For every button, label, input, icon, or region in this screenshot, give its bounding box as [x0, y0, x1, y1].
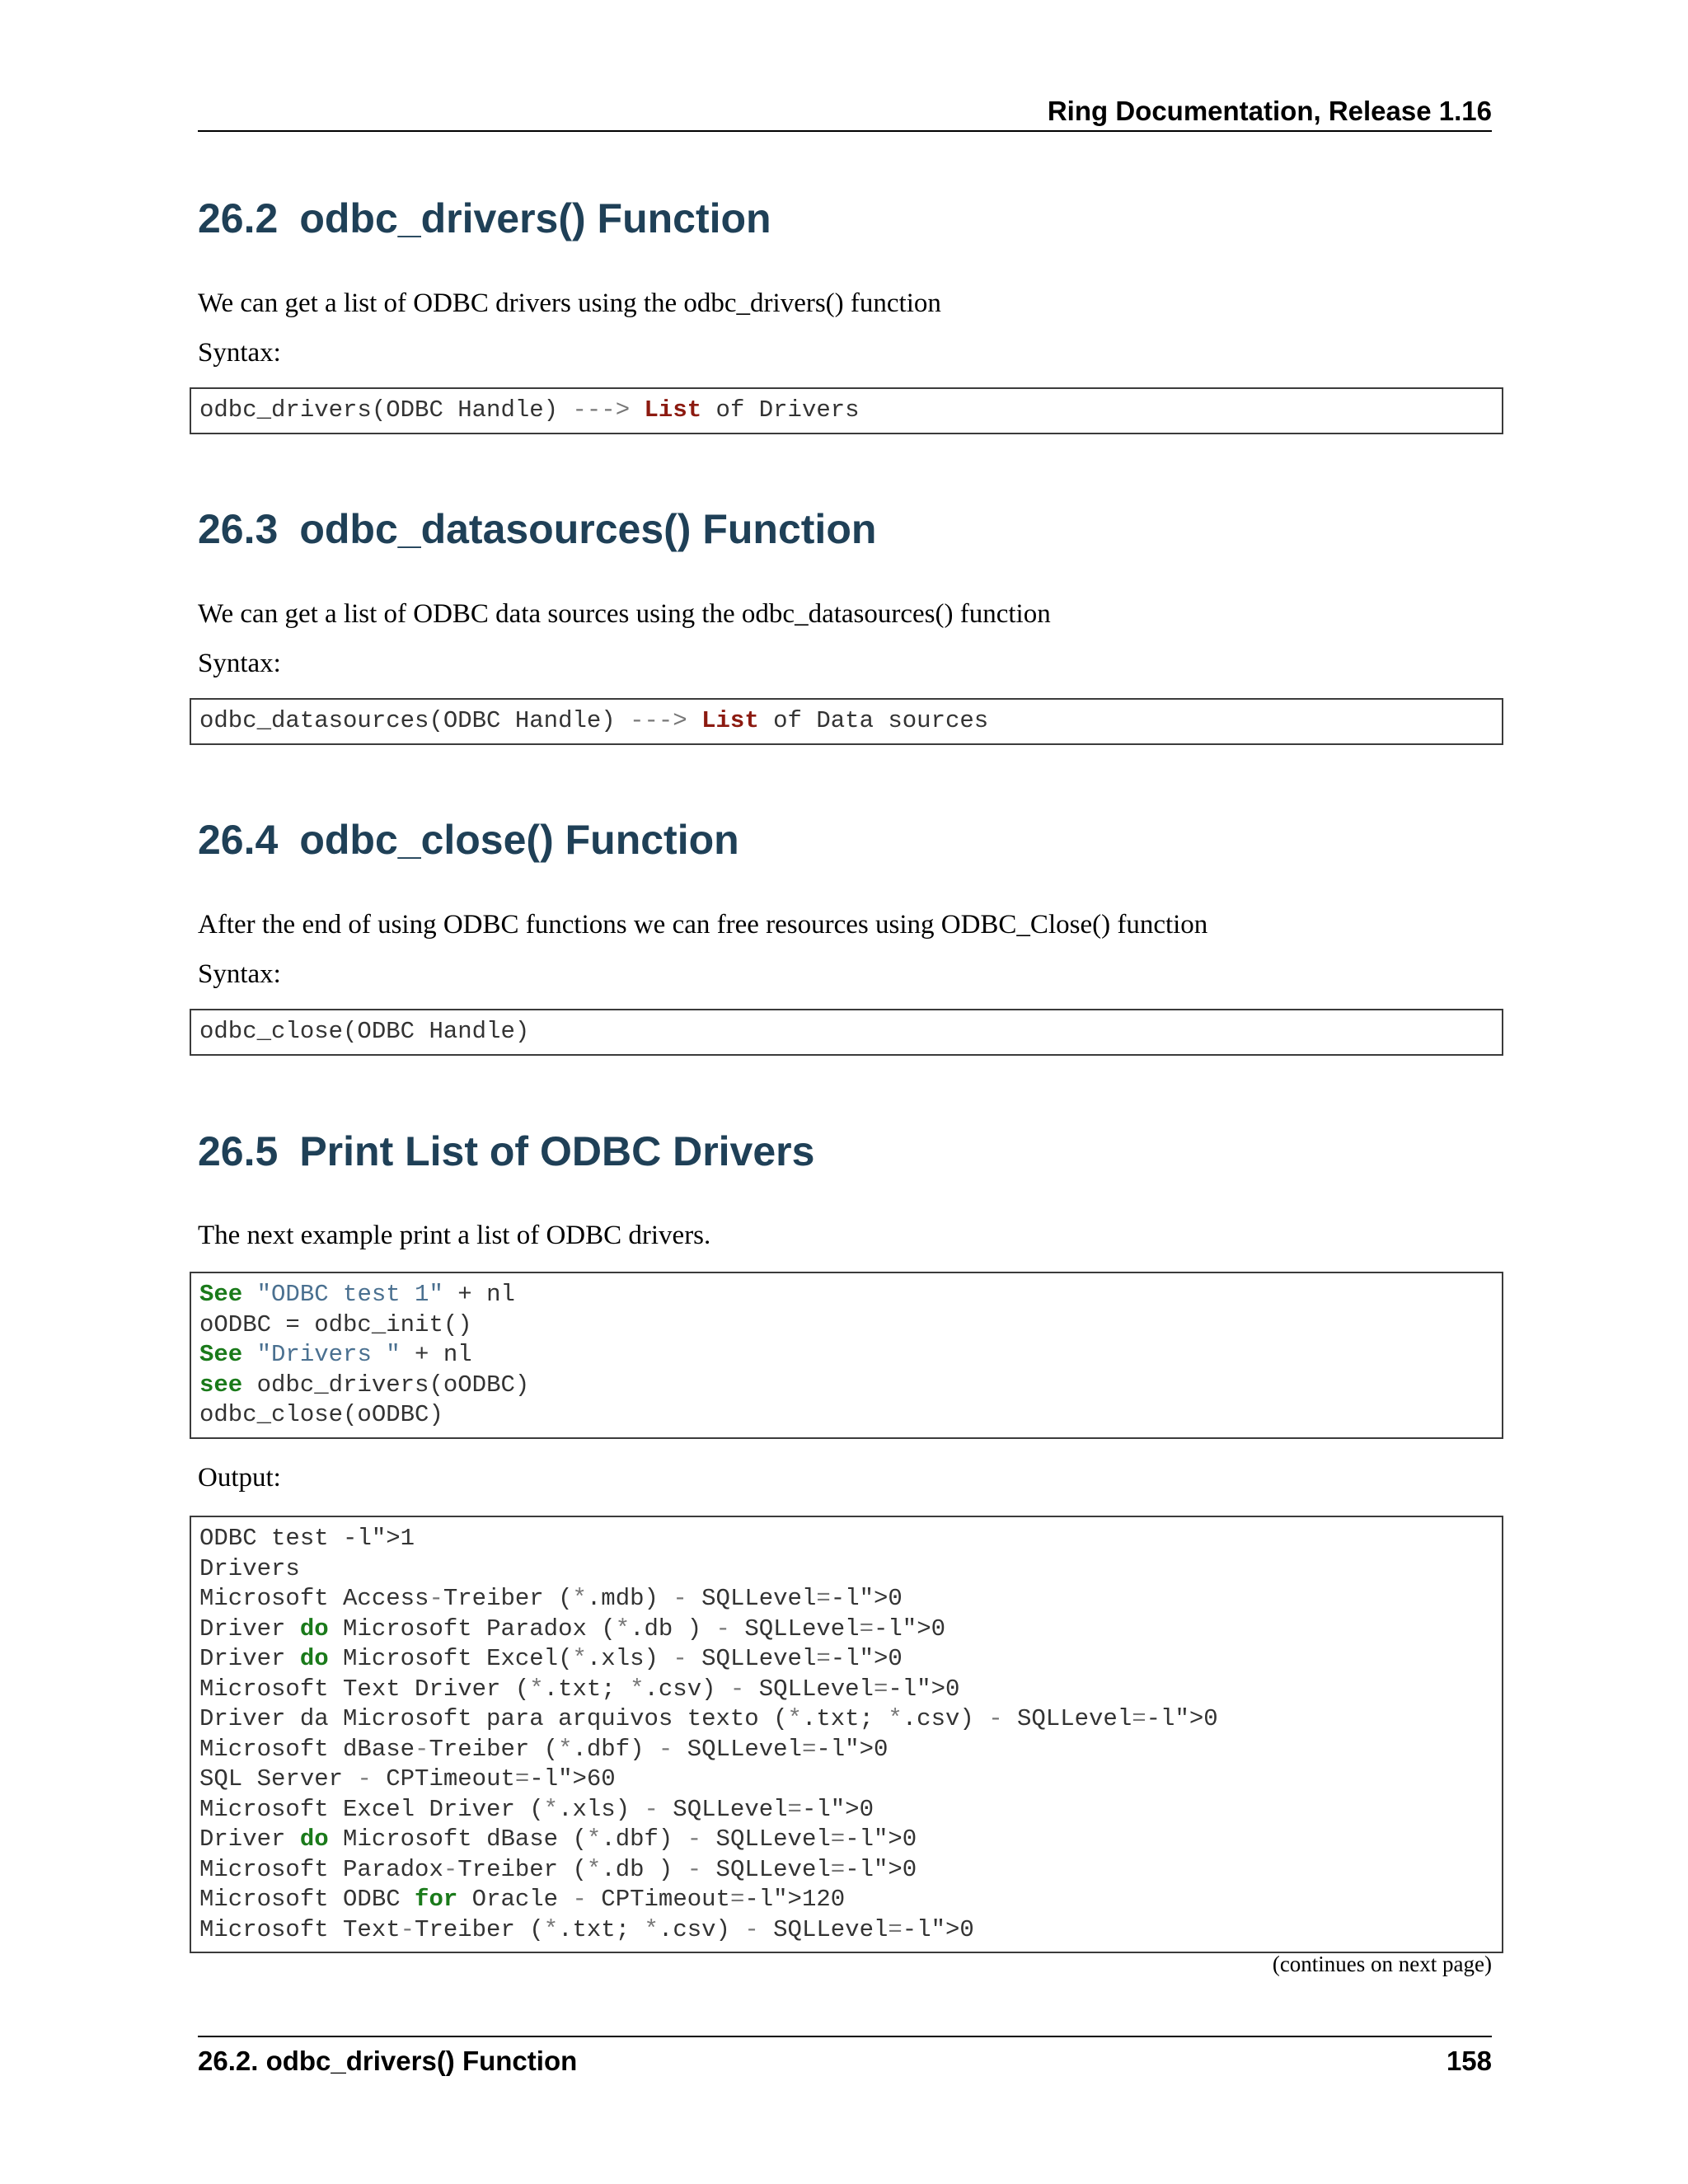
code-keyword: see: [199, 1371, 243, 1399]
code-text: odbc_close(oODBC): [199, 1401, 443, 1428]
code-string: "ODBC test 1": [256, 1281, 443, 1308]
output-line: Microsoft dBase-Treiber (*.dbf) - SQLLevel=-l">0: [199, 1735, 889, 1763]
page-number: 158: [1446, 2046, 1492, 2076]
output-line: Microsoft Paradox-Treiber (*.db ) - SQLLevel=-l">0: [199, 1855, 917, 1883]
code-string: "Drivers ": [256, 1341, 401, 1368]
section-desc: After the end of using ODBC functions we can free resources using ODBC_Close() function: [198, 910, 1208, 940]
syntax-label: Syntax:: [198, 959, 281, 989]
output-line: Microsoft Excel Driver (*.xls) - SQLLevel=-l">0: [199, 1795, 874, 1823]
code-arrow: --->: [572, 396, 631, 424]
code-text: + nl: [443, 1281, 515, 1308]
section-desc: We can get a list of ODBC data sources using the odbc_datasources() function: [198, 599, 1051, 629]
output-line: ODBC test -l">1: [199, 1525, 415, 1552]
code-keyword: See: [199, 1281, 243, 1308]
code-keyword: See: [199, 1341, 243, 1368]
section-heading: [198, 194, 771, 243]
code-keyword: List: [644, 396, 702, 424]
code-text: of Data sources: [758, 707, 989, 734]
section-title: odbc_datasources() Function: [299, 506, 877, 552]
section-desc: The next example print a list of ODBC drivers.: [198, 1221, 711, 1250]
output-label: Output:: [198, 1463, 281, 1493]
code-text: odbc_drivers(ODBC Handle): [199, 396, 573, 424]
output-line: Drivers: [199, 1554, 300, 1582]
output-line: Microsoft Text Driver (*.txt; *.csv) - SQLLevel=-l">0: [199, 1675, 960, 1703]
section-desc: We can get a list of ODBC drivers using the odbc_drivers() function: [198, 288, 941, 318]
output-line: Driver do Microsoft Paradox (*.db ) - SQLLevel=-l">0: [199, 1615, 946, 1643]
code-text: of Drivers: [701, 396, 860, 424]
section-26-4: [198, 815, 739, 865]
section-title: odbc_close() Function: [299, 817, 739, 863]
section-number: 26.2: [198, 195, 279, 241]
code-text: odbc_datasources(ODBC Handle): [199, 707, 631, 734]
section-heading: [198, 504, 876, 554]
output-line: Driver do Microsoft dBase (*.dbf) - SQLLevel=-l">0: [199, 1825, 917, 1853]
syntax-label: Syntax:: [198, 649, 281, 678]
code-text: oODBC = odbc_init(): [199, 1310, 472, 1338]
section-number: 26.5: [198, 1128, 279, 1174]
running-header: [198, 92, 1492, 132]
code-arrow: --->: [630, 707, 687, 734]
section-title: Print List of ODBC Drivers: [299, 1128, 815, 1174]
code-text: odbc_drivers(oODBC): [242, 1371, 530, 1399]
code-text: + nl: [400, 1341, 472, 1368]
code-block-close-syntax: odbc_close(ODBC Handle): [190, 1009, 1503, 1056]
section-26-5: [198, 1127, 814, 1176]
output-line: Driver do Microsoft Excel(*.xls) - SQLLevel=-l">0: [199, 1645, 903, 1672]
section-number: 26.4: [198, 817, 279, 863]
running-footer: [198, 2036, 1492, 2077]
output-line: Microsoft ODBC for Oracle - CPTimeout=-l">120: [199, 1886, 846, 1913]
code-block-datasources-syntax: [190, 698, 1503, 745]
output-line: Microsoft Text-Treiber (*.txt; *.csv) - SQLLevel=-l">0: [199, 1915, 974, 1943]
section-title: odbc_drivers() Function: [299, 195, 771, 241]
syntax-label: Syntax:: [198, 338, 281, 368]
section-number: 26.3: [198, 506, 279, 552]
output-line: SQL Server - CPTimeout=-l">60: [199, 1765, 616, 1793]
continues-note: (continues on next page): [1272, 1952, 1492, 1976]
code-block-output: [190, 1516, 1503, 1953]
section-heading: [198, 1127, 814, 1176]
footer-section: 26.2. odbc_drivers() Function: [198, 2046, 578, 2076]
code-keyword: List: [701, 707, 759, 734]
section-26-2: [198, 194, 771, 243]
output-line: Microsoft Access-Treiber (*.mdb) - SQLLevel=-l">0: [199, 1585, 903, 1612]
output-line: Driver da Microsoft para arquivos texto (*.txt; *.csv) - SQLLevel=-l">0: [199, 1705, 1218, 1732]
section-26-3: [198, 504, 876, 554]
doc-title: Ring Documentation, Release 1.16: [1047, 96, 1492, 126]
code-block-drivers-syntax: [190, 387, 1503, 434]
section-heading: [198, 815, 739, 865]
code-block-example: [190, 1272, 1503, 1439]
